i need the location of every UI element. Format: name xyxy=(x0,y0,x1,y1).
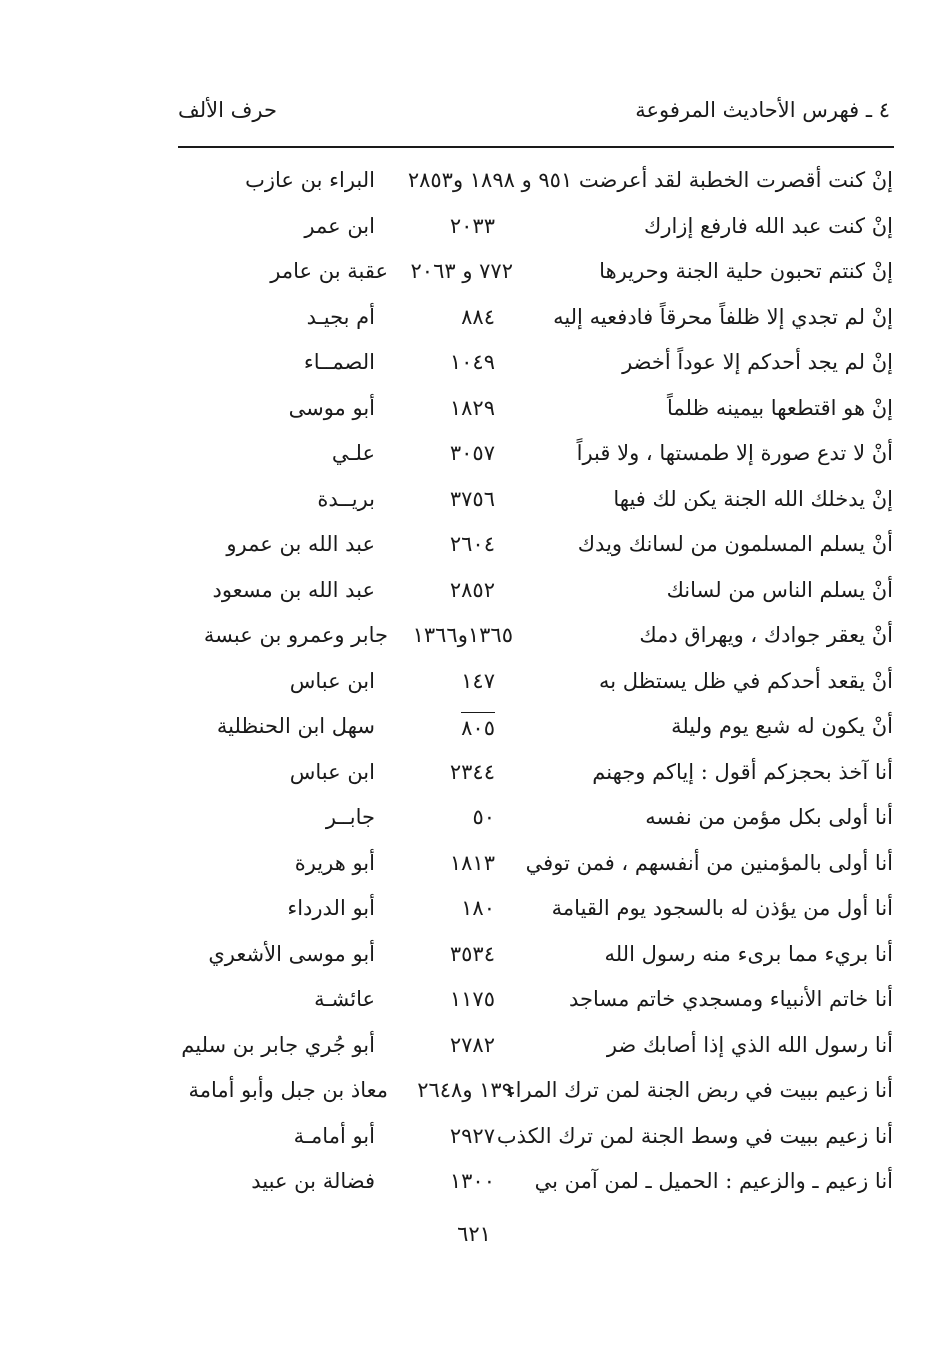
entry-text: أنا أولى بكل مؤمن من نفسه xyxy=(645,805,893,829)
index-entry xyxy=(160,433,893,479)
index-entry xyxy=(160,888,893,934)
entry-number: ٢٣٤٤ xyxy=(449,759,495,784)
entry-text: أنا خاتم الأنبياء ومسجدي خاتم مساجد xyxy=(569,987,893,1011)
entry-text: أنْ يسلم المسلمون من لسانك ويدك xyxy=(577,532,893,556)
header-section: حرف الألف xyxy=(178,98,277,122)
entry-narrator: ابن عمر xyxy=(304,213,375,238)
entry-narrator: عبد الله بن مسعود xyxy=(212,577,375,602)
entry-text: إنْ كنت عبد الله فارفع إزارك xyxy=(644,213,893,238)
index-entry xyxy=(160,615,893,661)
header-title: ٤ ـ فهرس الأحاديث المرفوعة xyxy=(635,98,890,122)
entry-narrator: علـي xyxy=(331,441,375,465)
index-entry xyxy=(160,979,893,1025)
entry-narrator: فضالة بن عبيد xyxy=(251,1169,375,1193)
entry-number: ١٠٤٩ xyxy=(449,350,495,374)
entry-number: ١١٧٥ xyxy=(449,987,495,1011)
index-entry xyxy=(160,570,893,616)
index-entry xyxy=(160,479,893,525)
entry-text: أنا زعيم ـ والزعيم : الحميل ـ لمن آمن بي xyxy=(534,1169,893,1193)
entry-text: إنْ يدخلك الله الجنة يكن لك فيها xyxy=(613,486,893,511)
entry-text: إنْ كنتم تحبون حلية الجنة وحريرها xyxy=(599,259,893,283)
index-entry xyxy=(160,388,893,434)
index-entry xyxy=(160,342,893,388)
entry-narrator: أم بجيـد xyxy=(306,304,375,329)
index-entry xyxy=(160,661,893,707)
entry-number: ٢٧٨٢ xyxy=(449,1032,495,1057)
index-entry xyxy=(160,1025,893,1071)
entry-number: ٢٩٢٧ xyxy=(449,1123,495,1148)
entry-text: أنْ يكون له شبع يوم وليلة xyxy=(671,714,893,738)
entry-text: إنْ لم تجدي إلا ظلفاً محرقاً فادفعيه إليه xyxy=(553,304,893,329)
entry-text: أنا زعيم ببيت في وسط الجنة لمن ترك الكذب xyxy=(496,1123,893,1148)
entry-narrator: عائشـة xyxy=(314,987,375,1011)
entry-narrator: ابن عباس xyxy=(289,759,375,784)
entry-text: أنْ لا تدع صورة إلا طمستها ، ولا قبراً xyxy=(576,441,893,465)
index-entry xyxy=(160,1161,893,1207)
entry-narrator: بريــدة xyxy=(317,486,375,511)
page-header xyxy=(178,98,890,134)
entry-text: إنْ هو اقتطعها بيمينه ظلماً xyxy=(667,395,893,420)
entry-narrator: أبو الدرداء xyxy=(287,896,375,920)
entry-text: أنا رسول الله الذي إذا أصابك ضر xyxy=(606,1032,893,1057)
header-rule xyxy=(178,146,894,148)
entry-narrator: جابــر xyxy=(325,805,375,829)
entry-narrator: معاذ بن جبل وأبو أمامة xyxy=(188,1078,388,1102)
entry-number: ٨٨٤ xyxy=(461,304,495,329)
hadith-index-list xyxy=(160,160,893,1207)
entry-text: أنا أولى بالمؤمنين من أنفسهم ، فمن توفي xyxy=(525,850,893,875)
entry-narrator: أبو موسى xyxy=(288,395,375,420)
entry-number: ١٣٠٠ xyxy=(449,1169,495,1193)
index-entry xyxy=(160,1116,893,1162)
entry-narrator: جابر وعمرو بن عبسة xyxy=(203,623,388,647)
entry-narrator: البراء بن عازب xyxy=(245,168,375,192)
entry-narrator: أبو أمامـة xyxy=(293,1123,375,1148)
entry-text: أنا آخذ بحجزكم أقول : إياكم وجهنم xyxy=(592,759,893,784)
entry-text: أنا بريء مما برىء منه رسول الله xyxy=(604,941,893,966)
index-entry xyxy=(160,1070,893,1116)
entry-number: ٥٠ xyxy=(472,805,495,829)
index-entry xyxy=(160,797,893,843)
entry-number: ٨٠٥ xyxy=(461,712,495,742)
entry-number: ٢٠٣٣ xyxy=(449,213,495,238)
entry-number: ٧٧٢ و ٢٠٦٣ xyxy=(410,259,513,283)
entry-narrator: أبو جُري جابر بن سليم xyxy=(181,1032,375,1057)
entry-text: أنْ يعقر جوادك ، ويهراق دمك xyxy=(639,623,893,647)
index-entry xyxy=(160,297,893,343)
entry-number: ١٨٢٩ xyxy=(449,395,495,420)
index-entry xyxy=(160,752,893,798)
index-entry xyxy=(160,524,893,570)
entry-text: أنا أول من يؤذن له بالسجود يوم القيامة xyxy=(551,896,893,920)
page-number: ٦٢١ xyxy=(457,1222,491,1246)
entry-number: ١٨٠ xyxy=(461,896,495,920)
entry-narrator: عقبة بن عامر xyxy=(270,259,388,283)
entry-number: ٢٦٠٤ xyxy=(449,532,495,556)
entry-text: أنْ يسلم الناس من لسانك xyxy=(666,577,893,602)
index-entry xyxy=(160,251,893,297)
index-entry xyxy=(160,206,893,252)
entry-number: ١٨١٣ xyxy=(449,850,495,875)
entry-number: ١٤٧ xyxy=(461,668,495,693)
index-entry xyxy=(160,160,893,206)
entry-narrator: عبد الله بن عمرو xyxy=(226,532,375,556)
entry-number: ١٣٩ و٢٦٤٨ xyxy=(417,1078,513,1102)
entry-narrator: سهل ابن الحنظلية xyxy=(216,714,375,738)
index-entry xyxy=(160,706,893,752)
entry-narrator: ابن عباس xyxy=(289,668,375,693)
entry-number: ٢٨٥٢ xyxy=(449,577,495,602)
entry-text: إنْ لم يجد أحدكم إلا عوداً أخضر xyxy=(622,350,893,374)
entry-number: ٣٠٥٧ xyxy=(449,441,495,465)
entry-text: أنا زعيم ببيت في ربض الجنة لمن ترك المراء xyxy=(505,1078,893,1102)
entry-text: إنْ كنت أقصرت الخطبة لقد أعرضت ٩٥١ و ١٨٩٨ و٢٨٥٣ xyxy=(407,168,893,192)
entry-number: ١٣٦٥و١٣٦٦ xyxy=(412,623,513,647)
index-entry xyxy=(160,843,893,889)
entry-narrator: أبو هريرة xyxy=(294,850,375,875)
entry-narrator: أبو موسى الأشعري xyxy=(208,941,375,966)
index-entry xyxy=(160,934,893,980)
entry-text: أنْ يقعد أحدكم في ظل يستظل به xyxy=(598,668,893,693)
entry-number: ٣٥٣٤ xyxy=(449,941,495,966)
entry-narrator: الصمــاء xyxy=(303,350,375,374)
entry-number: ٣٧٥٦ xyxy=(449,486,495,511)
